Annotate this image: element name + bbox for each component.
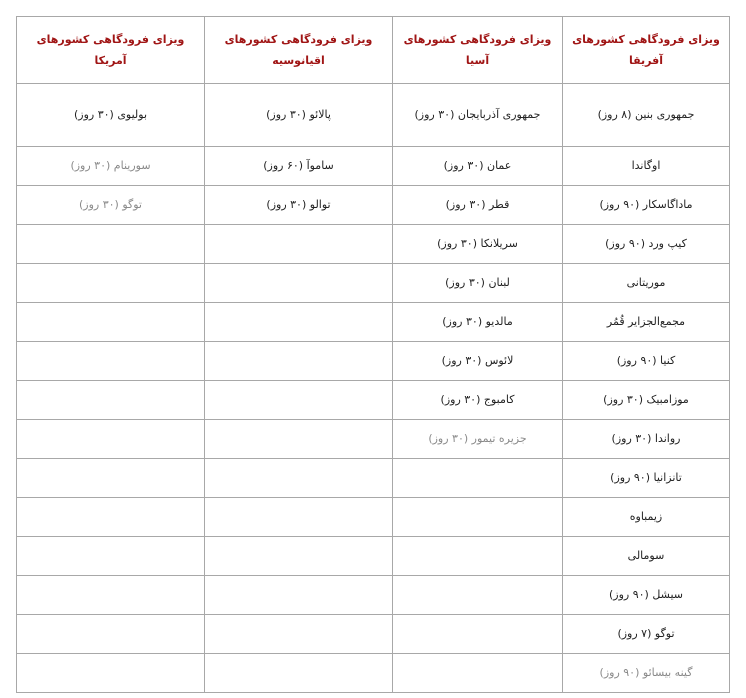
- header-asia: ویزای فرودگاهی کشورهای آسیا: [393, 17, 563, 84]
- table-cell: مجمع‌الجزایر قُمُر: [563, 303, 730, 342]
- table-cell: لبنان (۳۰ روز): [393, 264, 563, 303]
- table-row: [17, 654, 730, 693]
- table-row: [17, 537, 730, 576]
- table-cell: موزامبیک (۳۰ روز): [563, 381, 730, 420]
- table-cell: [17, 420, 205, 459]
- table-cell: [393, 576, 563, 615]
- table-row: [17, 264, 730, 303]
- table-cell: [17, 459, 205, 498]
- table-row: [17, 303, 730, 342]
- table-cell: ماداگاسکار (۹۰ روز): [563, 186, 730, 225]
- table-cell: [205, 225, 393, 264]
- table-cell: گینه بیسائو (۹۰ روز): [563, 654, 730, 693]
- table-cell: [205, 264, 393, 303]
- table-cell: پالائو (۳۰ روز): [205, 84, 393, 147]
- table-row: [17, 615, 730, 654]
- table-cell: کنیا (۹۰ روز): [563, 342, 730, 381]
- table-cell: [205, 615, 393, 654]
- table-cell: [17, 498, 205, 537]
- table-cell: عمان (۳۰ روز): [393, 147, 563, 186]
- table-row: [17, 576, 730, 615]
- table-cell: [17, 225, 205, 264]
- table-cell: [393, 459, 563, 498]
- table-row: [17, 186, 730, 225]
- table-cell: کامبوج (۳۰ روز): [393, 381, 563, 420]
- table-cell: توگو (۷ روز): [563, 615, 730, 654]
- table-cell: کیپ ورد (۹۰ روز): [563, 225, 730, 264]
- table-cell: [17, 537, 205, 576]
- table-cell: رواندا (۳۰ روز): [563, 420, 730, 459]
- table-cell: جمهوری بنین (۸ روز): [563, 84, 730, 147]
- table-cell: توگو (۳۰ روز): [17, 186, 205, 225]
- table-cell: [205, 576, 393, 615]
- table-cell: [393, 654, 563, 693]
- table-cell: [205, 342, 393, 381]
- table-row: [17, 84, 730, 147]
- header-africa: ویزای فرودگاهی کشورهای آفریقا: [563, 17, 730, 84]
- table-cell: [17, 654, 205, 693]
- table-cell: ساموآ (۶۰ روز): [205, 147, 393, 186]
- table-cell: تانزانیا (۹۰ روز): [563, 459, 730, 498]
- table-cell: [17, 615, 205, 654]
- table-cell: [205, 459, 393, 498]
- table-cell: قطر (۳۰ روز): [393, 186, 563, 225]
- header-america: ویزای فرودگاهی کشورهای آمریکا: [17, 17, 205, 84]
- table-cell: سریلانکا (۳۰ روز): [393, 225, 563, 264]
- table-cell: سومالی: [563, 537, 730, 576]
- table-cell: [205, 498, 393, 537]
- table-row: [17, 147, 730, 186]
- table-row: [17, 420, 730, 459]
- table-cell: بولیوی (۳۰ روز): [17, 84, 205, 147]
- table-cell: [205, 654, 393, 693]
- table-cell: [17, 576, 205, 615]
- table-cell: [393, 537, 563, 576]
- table-cell: لائوس (۳۰ روز): [393, 342, 563, 381]
- table-cell: [17, 381, 205, 420]
- table-cell: اوگاندا: [563, 147, 730, 186]
- table-row: [17, 459, 730, 498]
- table-cell: سیشل (۹۰ روز): [563, 576, 730, 615]
- table-row: [17, 342, 730, 381]
- table-cell: جمهوری آذربایجان (۳۰ روز): [393, 84, 563, 147]
- table-cell: [393, 615, 563, 654]
- table-cell: [17, 264, 205, 303]
- table-row: [17, 225, 730, 264]
- header-row: [17, 17, 730, 84]
- table-cell: [205, 537, 393, 576]
- table-cell: توالو (۳۰ روز): [205, 186, 393, 225]
- table-cell: [205, 420, 393, 459]
- table-cell: [393, 498, 563, 537]
- header-oceania: ویزای فرودگاهی کشورهای اقیانوسیه: [205, 17, 393, 84]
- table-cell: [17, 303, 205, 342]
- visa-table: [16, 16, 730, 693]
- table-row: [17, 498, 730, 537]
- table-cell: مالدیو (۳۰ روز): [393, 303, 563, 342]
- table-cell: موریتانی: [563, 264, 730, 303]
- table-row: [17, 381, 730, 420]
- table-cell: جزیره تیمور (۳۰ روز): [393, 420, 563, 459]
- table-cell: [205, 303, 393, 342]
- table-cell: زیمباوه: [563, 498, 730, 537]
- table-cell: [205, 381, 393, 420]
- table-cell: سورینام (۳۰ روز): [17, 147, 205, 186]
- table-cell: [17, 342, 205, 381]
